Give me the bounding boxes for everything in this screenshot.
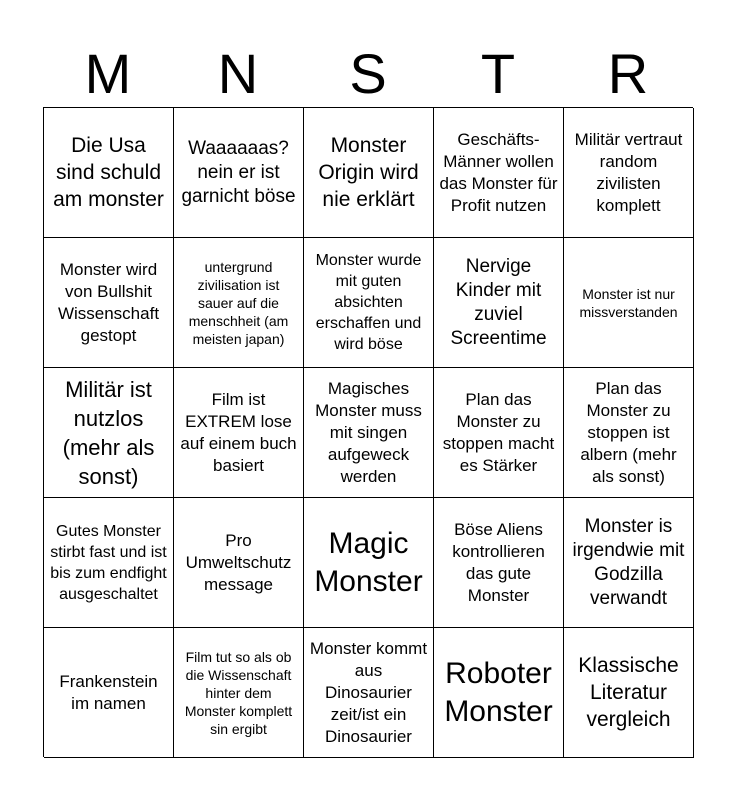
bingo-grid — [43, 107, 693, 757]
cell-text: Monster Origin wird nie erklärt — [318, 134, 419, 211]
cell-text: Klassische Literatur vergleich — [578, 654, 679, 731]
header-letter-t: T — [480, 42, 516, 105]
cell-text: Monster wurde mit guten absichten erschaffen und wird böse — [315, 252, 422, 353]
cell-text: Plan das Monster zu stoppen ist albern (mehr als sonst) — [580, 378, 677, 486]
bingo-cell[interactable] — [434, 238, 564, 368]
cell-text: Plan das Monster zu stoppen macht es Stärker — [442, 389, 555, 475]
cell-text: Monster is irgendwie mit Godzilla verwandt — [572, 515, 685, 609]
bingo-cell[interactable] — [44, 498, 174, 628]
cell-text: Nervige Kinder mit zuviel Screentime — [450, 255, 547, 349]
cell-text: Magic Monster — [314, 526, 423, 598]
bingo-cell[interactable] — [44, 238, 174, 368]
bingo-cell[interactable] — [304, 238, 434, 368]
cell-text: Monster wird von Bullshit Wissenschaft gestopt — [57, 259, 160, 345]
header-letter-m: M — [84, 42, 132, 105]
bingo-cell[interactable] — [304, 498, 434, 628]
cell-text: Roboter Monster — [444, 656, 553, 728]
bingo-cell[interactable] — [174, 368, 304, 498]
cell-text: Monster kommt aus Dinosaurier zeit/ist ein Dinosaurier — [309, 638, 428, 746]
cell-text: Monster ist nur missverstanden — [579, 285, 678, 320]
bingo-cell[interactable] — [174, 108, 304, 238]
cell-text: Waaaaaas? nein er ist garnicht böse — [181, 137, 296, 207]
bingo-cell[interactable] — [434, 108, 564, 238]
bingo-header — [43, 40, 693, 108]
bingo-cell[interactable] — [174, 238, 304, 368]
bingo-cell[interactable] — [434, 628, 564, 758]
bingo-cell[interactable] — [564, 368, 694, 498]
cell-text: Frankenstein im namen — [59, 671, 158, 713]
bingo-cell[interactable] — [174, 628, 304, 758]
cell-text: Militär ist nutzlos (mehr als sonst) — [62, 376, 155, 489]
cell-text: Die Usa sind schuld am monster — [53, 134, 164, 211]
bingo-cell[interactable] — [304, 108, 434, 238]
bingo-cell[interactable] — [564, 498, 694, 628]
cell-text: Böse Aliens kontrollieren das gute Monster — [452, 519, 545, 605]
bingo-cell[interactable] — [564, 238, 694, 368]
header-letter-n: N — [217, 42, 259, 105]
bingo-cell[interactable] — [564, 108, 694, 238]
cell-text: Magisches Monster muss mit singen aufgeweck werden — [315, 378, 422, 486]
bingo-cell[interactable] — [434, 368, 564, 498]
bingo-cell[interactable] — [434, 498, 564, 628]
cell-text: Gutes Monster stirbt fast und ist bis zum endfight ausgeschaltet — [50, 522, 167, 603]
cell-text: untergrund zivilisation ist sauer auf die menschheit (am meisten japan) — [188, 258, 289, 347]
cell-text: Film ist EXTREM lose auf einem buch basiert — [180, 389, 297, 475]
cell-text: Pro Umweltschutz message — [185, 530, 292, 594]
bingo-cell[interactable] — [44, 628, 174, 758]
bingo-cell[interactable] — [44, 368, 174, 498]
bingo-cell[interactable] — [564, 628, 694, 758]
cell-text: Militär vertraut random zivilisten komplett — [574, 129, 683, 215]
bingo-cell[interactable] — [44, 108, 174, 238]
cell-text: Film tut so als ob die Wissenschaft hinter dem Monster komplett sin ergibt — [184, 648, 293, 737]
bingo-cell[interactable] — [174, 498, 304, 628]
header-letter-s: S — [349, 42, 387, 105]
cell-text: Geschäfts-Männer wollen das Monster für Profit nutzen — [439, 129, 558, 215]
header-letter-r: R — [607, 42, 649, 105]
bingo-cell[interactable] — [304, 628, 434, 758]
bingo-cell[interactable] — [304, 368, 434, 498]
